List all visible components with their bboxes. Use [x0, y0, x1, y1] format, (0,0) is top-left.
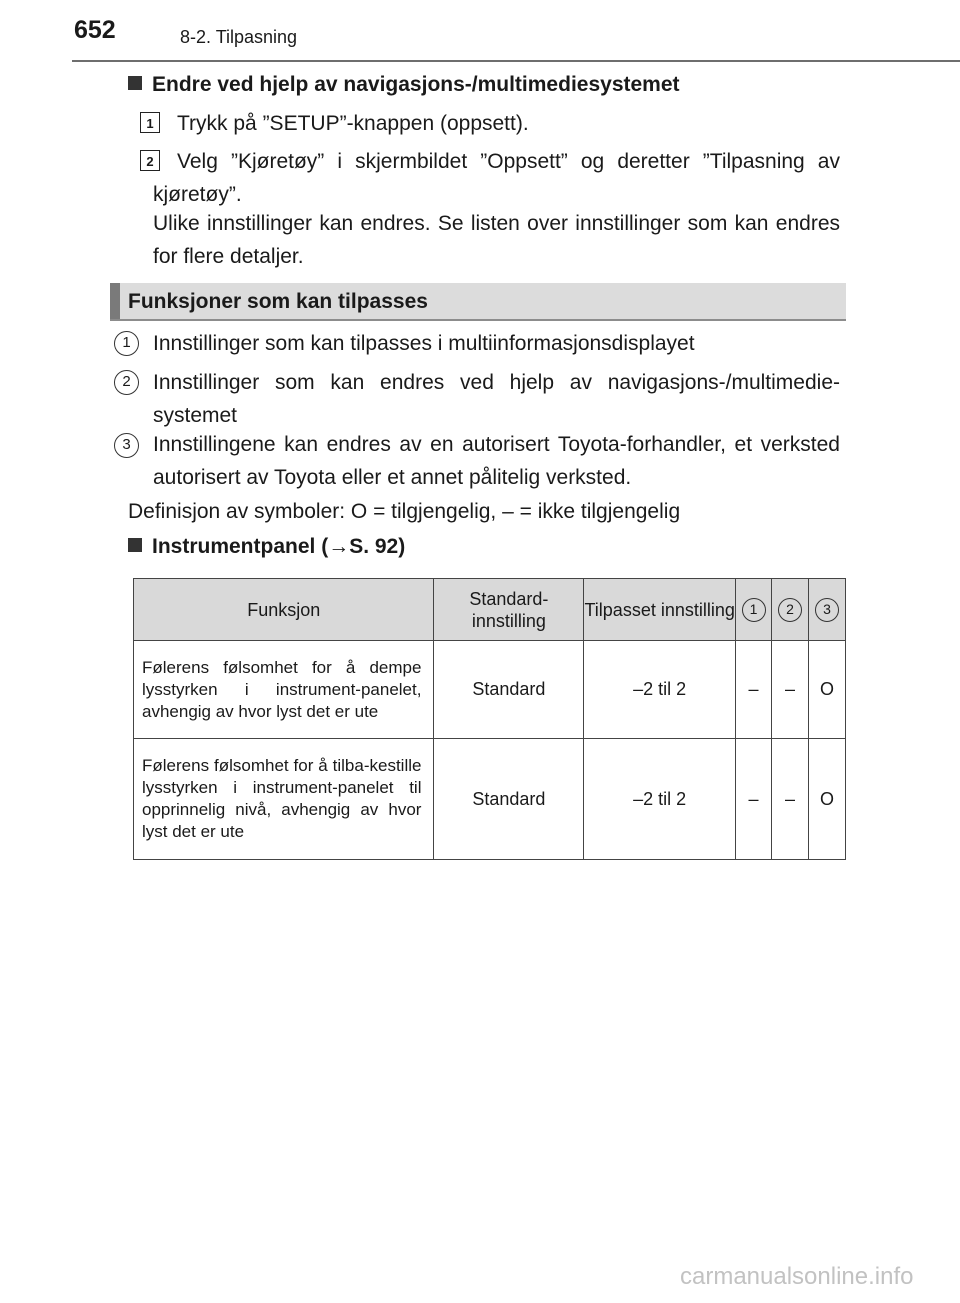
cell-col-1: –: [736, 739, 772, 860]
cell-default: Standard: [434, 641, 584, 739]
cell-col-1: –: [736, 641, 772, 739]
cell-col-3: O: [808, 641, 845, 739]
section-note: Ulike innstillinger kan endres. Se listen over innstillinger som kan endres for flere detaljer.: [153, 212, 840, 268]
circled-number-1-icon: 1: [114, 331, 139, 356]
square-bullet-icon: [128, 76, 142, 90]
cell-col-2: –: [772, 739, 809, 860]
header-rule: [72, 60, 960, 62]
header-col-3: [808, 579, 845, 641]
table-row: [134, 739, 846, 860]
circled-number-3-icon: 3: [114, 433, 139, 458]
square-bullet-icon: [128, 538, 142, 552]
arrow-right-icon: →: [328, 535, 350, 558]
table-header-row: [134, 579, 846, 641]
cell-function: Følerens følsomhet for å tilba-kestille lysstyrken i instrument-panelet til opprinnelig nivå, avhengig av hvor lyst det er ute: [134, 739, 434, 860]
customization-table: [133, 578, 846, 860]
page-header: [0, 0, 960, 64]
circled-number-3-icon: 3: [815, 598, 839, 622]
step-text: Trykk på ”SETUP”-knappen (oppsett).: [177, 112, 529, 135]
header-custom-setting: Tilpasset innstilling: [584, 579, 736, 641]
cell-custom: –2 til 2: [584, 641, 736, 739]
header-function: Funksjon: [134, 579, 434, 641]
table-row: [134, 641, 846, 739]
banner-title: Funksjoner som kan tilpasses: [128, 290, 428, 313]
legend-item: Innstillinger som kan tilpasses i multiinformasjonsdisplayet: [153, 332, 695, 355]
legend-item: Innstillingene kan endres av en autorisert Toyota-forhandler, et verksted autorisert av Toyota eller et annet pålitelig verksted.: [153, 433, 840, 489]
page-reference: S. 92): [349, 535, 406, 558]
cell-col-3: O: [808, 739, 845, 860]
header-col-2: [772, 579, 809, 641]
section-heading-text: Instrumentpanel (: [152, 535, 329, 558]
banner-accent-bar: [110, 283, 120, 319]
step-text: Velg ”Kjøretøy” i skjermbildet ”Oppsett” og deretter ”Tilpasning av kjøretøy”.: [153, 150, 840, 206]
section-banner: [110, 283, 846, 321]
section-heading-text: Endre ved hjelp av navigasjons-/multimediesystemet: [152, 73, 680, 96]
step-number-box: 2: [140, 150, 160, 171]
step-number-box: 1: [140, 112, 160, 133]
header-default-setting: Standard-innstilling: [434, 579, 584, 641]
cell-custom: –2 til 2: [584, 739, 736, 860]
section-heading-navigation: [128, 73, 680, 97]
circled-number-2-icon: 2: [778, 598, 802, 622]
circled-number-2-icon: 2: [114, 370, 139, 395]
cell-col-2: –: [772, 641, 809, 739]
circled-number-1-icon: 1: [742, 598, 766, 622]
section-heading-instrument-panel: [128, 535, 405, 559]
page-number: 652: [74, 16, 116, 44]
symbol-definition: Definisjon av symboler: O = tilgjengelig, – = ikke tilgjengelig: [128, 500, 681, 523]
cell-default: Standard: [434, 739, 584, 860]
legend-item: Innstillinger som kan endres ved hjelp av navigasjons-/multimedie-systemet: [153, 371, 840, 427]
watermark: carmanualsonline.info: [680, 1263, 914, 1290]
chapter-title: 8-2. Tilpasning: [180, 27, 298, 47]
header-col-1: [736, 579, 772, 641]
cell-function: Følerens følsomhet for å dempe lysstyrken i instrument-panelet, avhengig av hvor lyst det er ute: [134, 641, 434, 739]
